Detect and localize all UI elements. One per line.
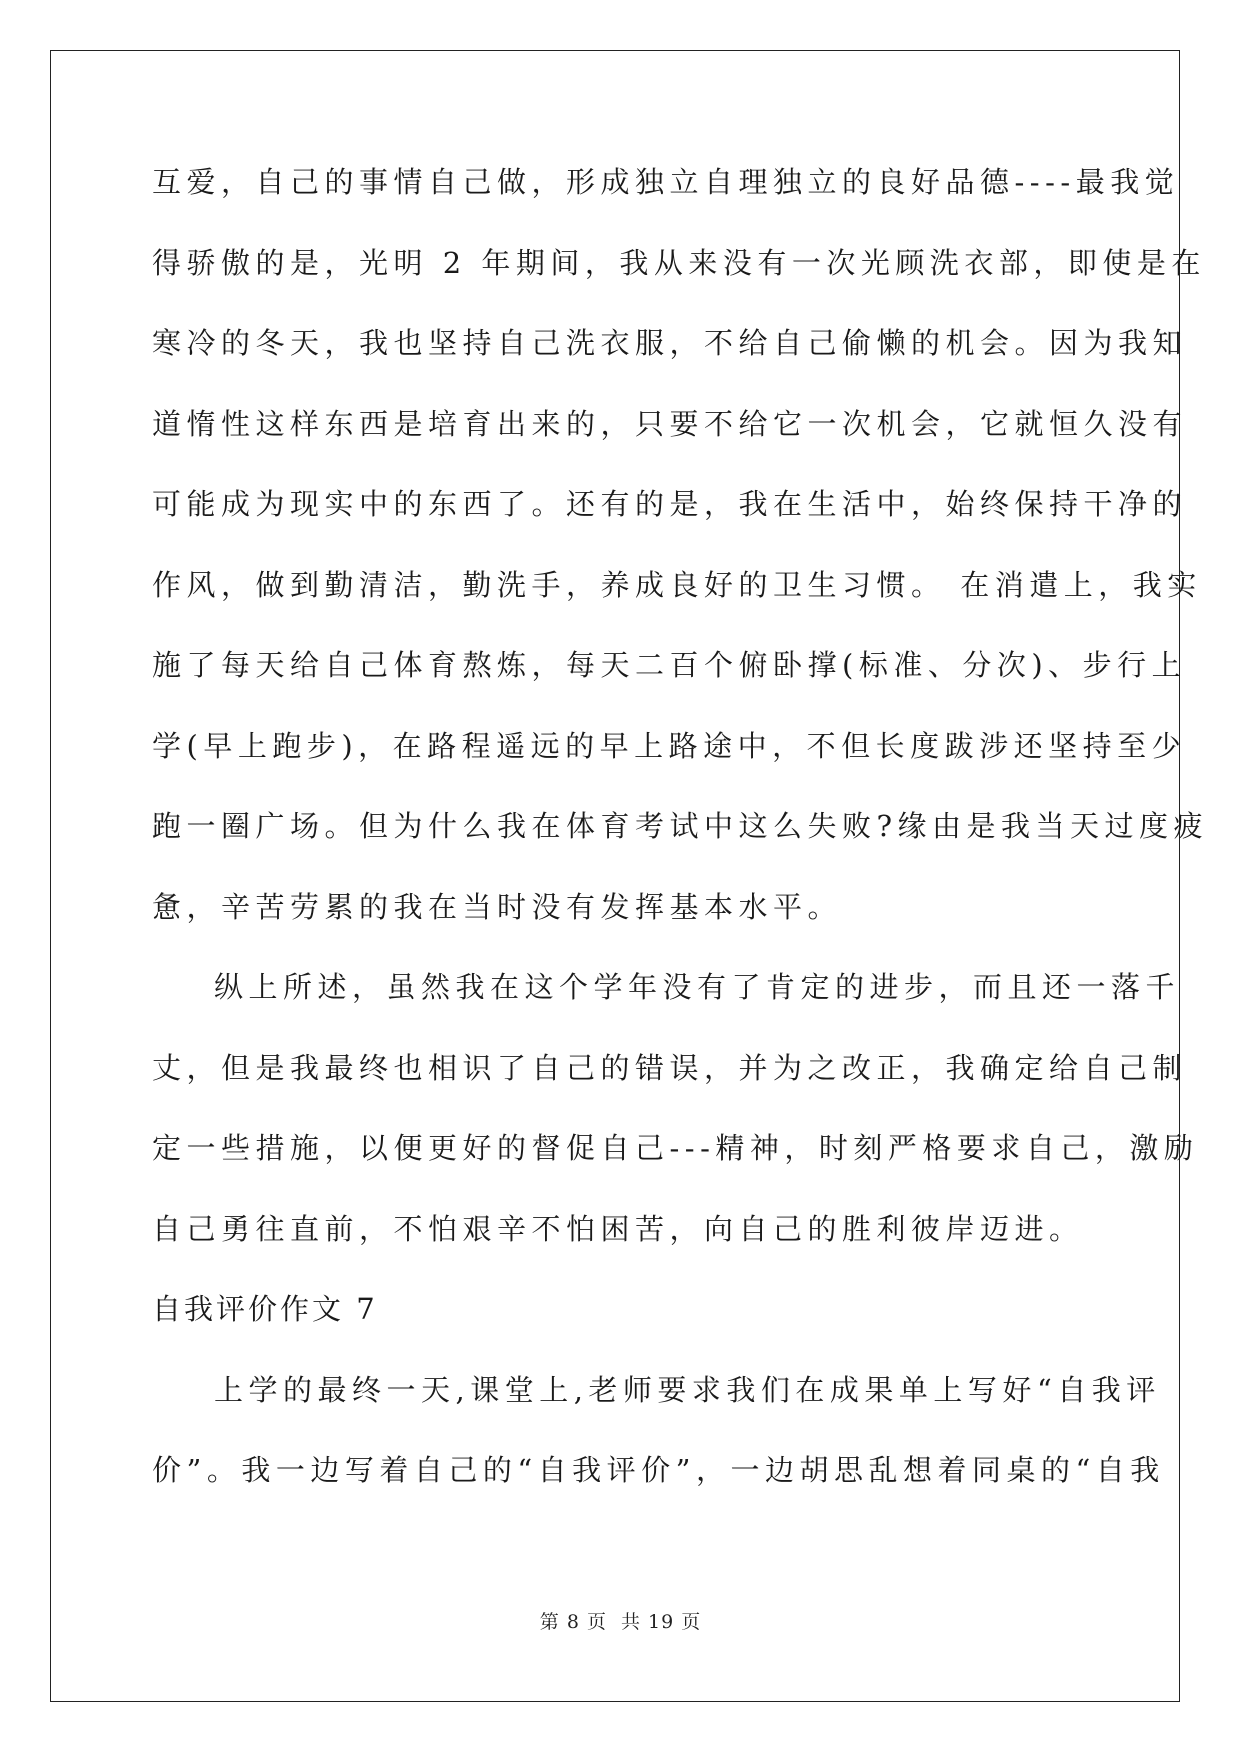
text-line: 跑一圈广场。但为什么我在体育考试中这么失败?缘由是我当天过度疲 [152,809,1209,843]
page-total: 共 19 页 [620,1611,702,1633]
paragraph [152,162,1209,967]
text-line: 施了每天给自己体育熬炼，每天二百个俯卧撑(标准、分次)、步行上 [152,648,1187,682]
text-line: 道惰性这样东西是培育出来的，只要不给它一次机会，它就恒久没有 [152,406,1188,441]
text-line: 自己勇往直前，不怕艰辛不怕困苦，向自己的胜利彼岸迈进。 [152,1211,1084,1246]
text-line: 定一些措施，以便更好的督促自己---精神，时刻严格要求自己，激励 [152,1131,1199,1165]
text-line: 得骄傲的是，光明 2 年期间，我从来没有一次光顾洗衣部，即使是在 [152,245,1206,280]
text-line: 上学的最终一天,课堂上,老师要求我们在成果单上写好“自我评 [214,1372,1161,1407]
page-footer [0,1607,1241,1634]
text-line: 惫，辛苦劳累的我在当时没有发挥基本水平。 [152,889,843,924]
text-line: 价”。我一边写着自己的“自我评价”，一边胡思乱想着同桌的“自我 [152,1453,1165,1487]
text-line: 可能成为现实中的东西了。还有的是，我在生活中，始终保持干净的 [152,487,1188,521]
text-line: 学(早上跑步)，在路程遥远的早上路途中，不但长度跋涉还坚持至少 [152,728,1187,763]
paragraph [152,1370,1165,1531]
text-line: 纵上所述，虽然我在这个学年没有了肯定的进步，而且还一落千 [214,970,1181,1004]
paragraph [152,967,1199,1289]
text-line: 寒冷的冬天，我也坚持自己洗衣服，不给自己偷懒的机会。因为我知 [152,326,1188,360]
page-number: 第 8 页 [539,1611,607,1633]
document-body [152,162,1209,1531]
text-line: 互爱，自己的事情自己做，形成独立自理独立的良好品德----最我觉 [152,165,1180,199]
text-line: 丈，但是我最终也相识了自己的错误，并为之改正，我确定给自己制 [152,1050,1188,1085]
section-heading: 自我评价作文 7 [152,1292,378,1326]
text-line: 作风，做到勤清洁，勤洗手，养成良好的卫生习惯。 在消遣上，我实 [152,567,1202,602]
